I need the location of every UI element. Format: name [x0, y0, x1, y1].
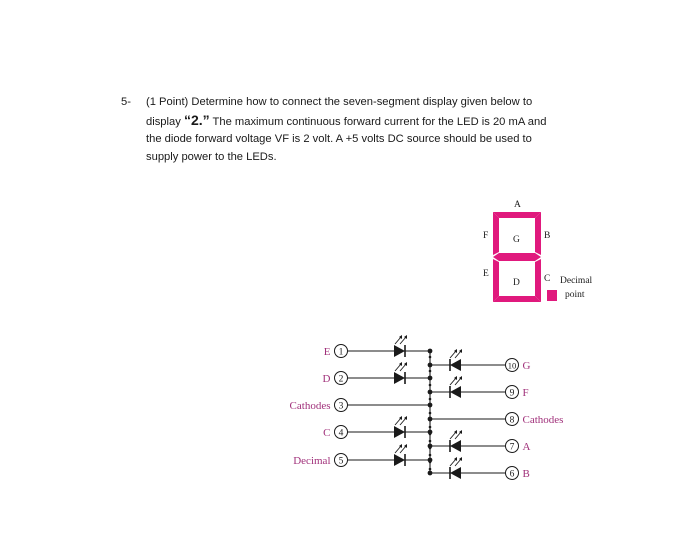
light-arrow	[450, 459, 456, 466]
bus-dot	[429, 405, 432, 408]
question-line-3: the diode forward voltage VF is 2 volt. A +5 volts DC source should be used to	[146, 133, 532, 146]
decimal-point-label-2: point	[565, 290, 585, 300]
segment-label-f: F	[483, 231, 489, 241]
led-diodes	[394, 335, 462, 479]
pin-label: D	[322, 373, 331, 385]
junction-dot	[428, 349, 433, 354]
pin-label: Cathodes	[522, 414, 564, 426]
diode-triangle	[450, 386, 461, 398]
segment-label-a: A	[514, 200, 521, 210]
display-value-emphasis: “2.”	[183, 111, 210, 128]
left-pin-3	[290, 399, 348, 413]
light-arrow	[450, 378, 456, 385]
light-arrow	[395, 364, 401, 371]
left-pin-5	[293, 454, 347, 468]
light-arrow	[395, 446, 401, 453]
bus-dot	[429, 356, 432, 359]
pin-number: 1	[338, 347, 344, 358]
led-diode	[450, 430, 462, 452]
segment-label-d: D	[513, 278, 520, 288]
left-pin-2	[323, 372, 348, 386]
pin-number: 6	[509, 469, 515, 480]
question-line-2-end: The maximum continuous forward current for the LED is 20 mA and	[209, 115, 547, 128]
pin-number: 10	[507, 360, 517, 371]
left-pins	[290, 345, 348, 468]
pin-label: C	[323, 427, 331, 439]
diode-triangle	[394, 372, 405, 384]
decimal-point-label-1: Decimal	[560, 276, 593, 286]
light-arrow	[450, 432, 456, 439]
bus-dot	[429, 461, 432, 464]
pin-label: A	[522, 441, 531, 453]
diode-triangle	[450, 467, 461, 479]
right-pin-6	[506, 467, 530, 481]
segment-label-g: G	[513, 235, 520, 245]
segment-label-e: E	[483, 269, 489, 279]
bus-dot	[429, 468, 432, 471]
bus-dot	[429, 363, 432, 366]
pin-label: Decimal	[293, 455, 331, 467]
bus-dot	[429, 370, 432, 373]
bus-dot	[429, 433, 432, 436]
question-line-4: supply power to the LEDs.	[146, 150, 277, 163]
bus-dot	[429, 440, 432, 443]
bus-dot	[429, 419, 432, 422]
right-pin-9	[506, 386, 529, 400]
light-arrow	[395, 418, 401, 425]
diode-triangle	[394, 345, 405, 357]
pin-number: 9	[509, 388, 515, 399]
bus-dot	[429, 377, 432, 380]
led-diode	[394, 335, 407, 357]
led-diode	[450, 457, 462, 479]
bus-dot	[429, 447, 432, 450]
pin-number: 3	[338, 401, 344, 412]
pin-label: Cathodes	[289, 400, 331, 412]
pin-number: 2	[338, 374, 344, 385]
light-arrow	[395, 337, 401, 344]
question-number: 5-	[121, 96, 131, 108]
left-pin-1	[324, 345, 348, 359]
pin-label: E	[323, 346, 331, 358]
bus-dot	[429, 412, 432, 415]
pin-label: G	[522, 360, 531, 372]
pin-number: 7	[509, 442, 515, 453]
pin-number: 8	[509, 415, 515, 426]
left-pin-4	[323, 426, 347, 440]
question-line-1: (1 Point) Determine how to connect the seven-segment display given below to	[146, 96, 533, 108]
circuit-wiring	[348, 351, 506, 473]
led-diode	[450, 349, 462, 371]
led-diode	[394, 362, 407, 384]
segment-label-b: B	[544, 231, 551, 241]
bus-dot	[429, 384, 432, 387]
pin-label: B	[522, 468, 530, 480]
right-pin-8	[506, 413, 564, 427]
bus-dot	[429, 391, 432, 394]
bus-dot	[429, 454, 432, 457]
diode-triangle	[450, 359, 461, 371]
led-diode	[450, 376, 462, 398]
right-pin-7	[506, 440, 531, 454]
pin-number: 5	[338, 456, 344, 467]
pin-label: F	[522, 387, 529, 399]
right-pins	[506, 359, 564, 481]
light-arrow	[450, 351, 456, 358]
diode-triangle	[394, 454, 405, 466]
bus-dot	[429, 398, 432, 401]
diode-triangle	[394, 426, 405, 438]
led-diode	[394, 444, 407, 466]
right-pin-10	[506, 359, 531, 373]
diode-triangle	[450, 440, 461, 452]
pin-number: 4	[338, 428, 344, 439]
led-diode	[394, 416, 407, 438]
segment-label-c: C	[544, 274, 551, 284]
bus-dot	[429, 426, 432, 429]
junction-dot	[428, 471, 433, 476]
question-line-2-start: display	[146, 115, 184, 128]
